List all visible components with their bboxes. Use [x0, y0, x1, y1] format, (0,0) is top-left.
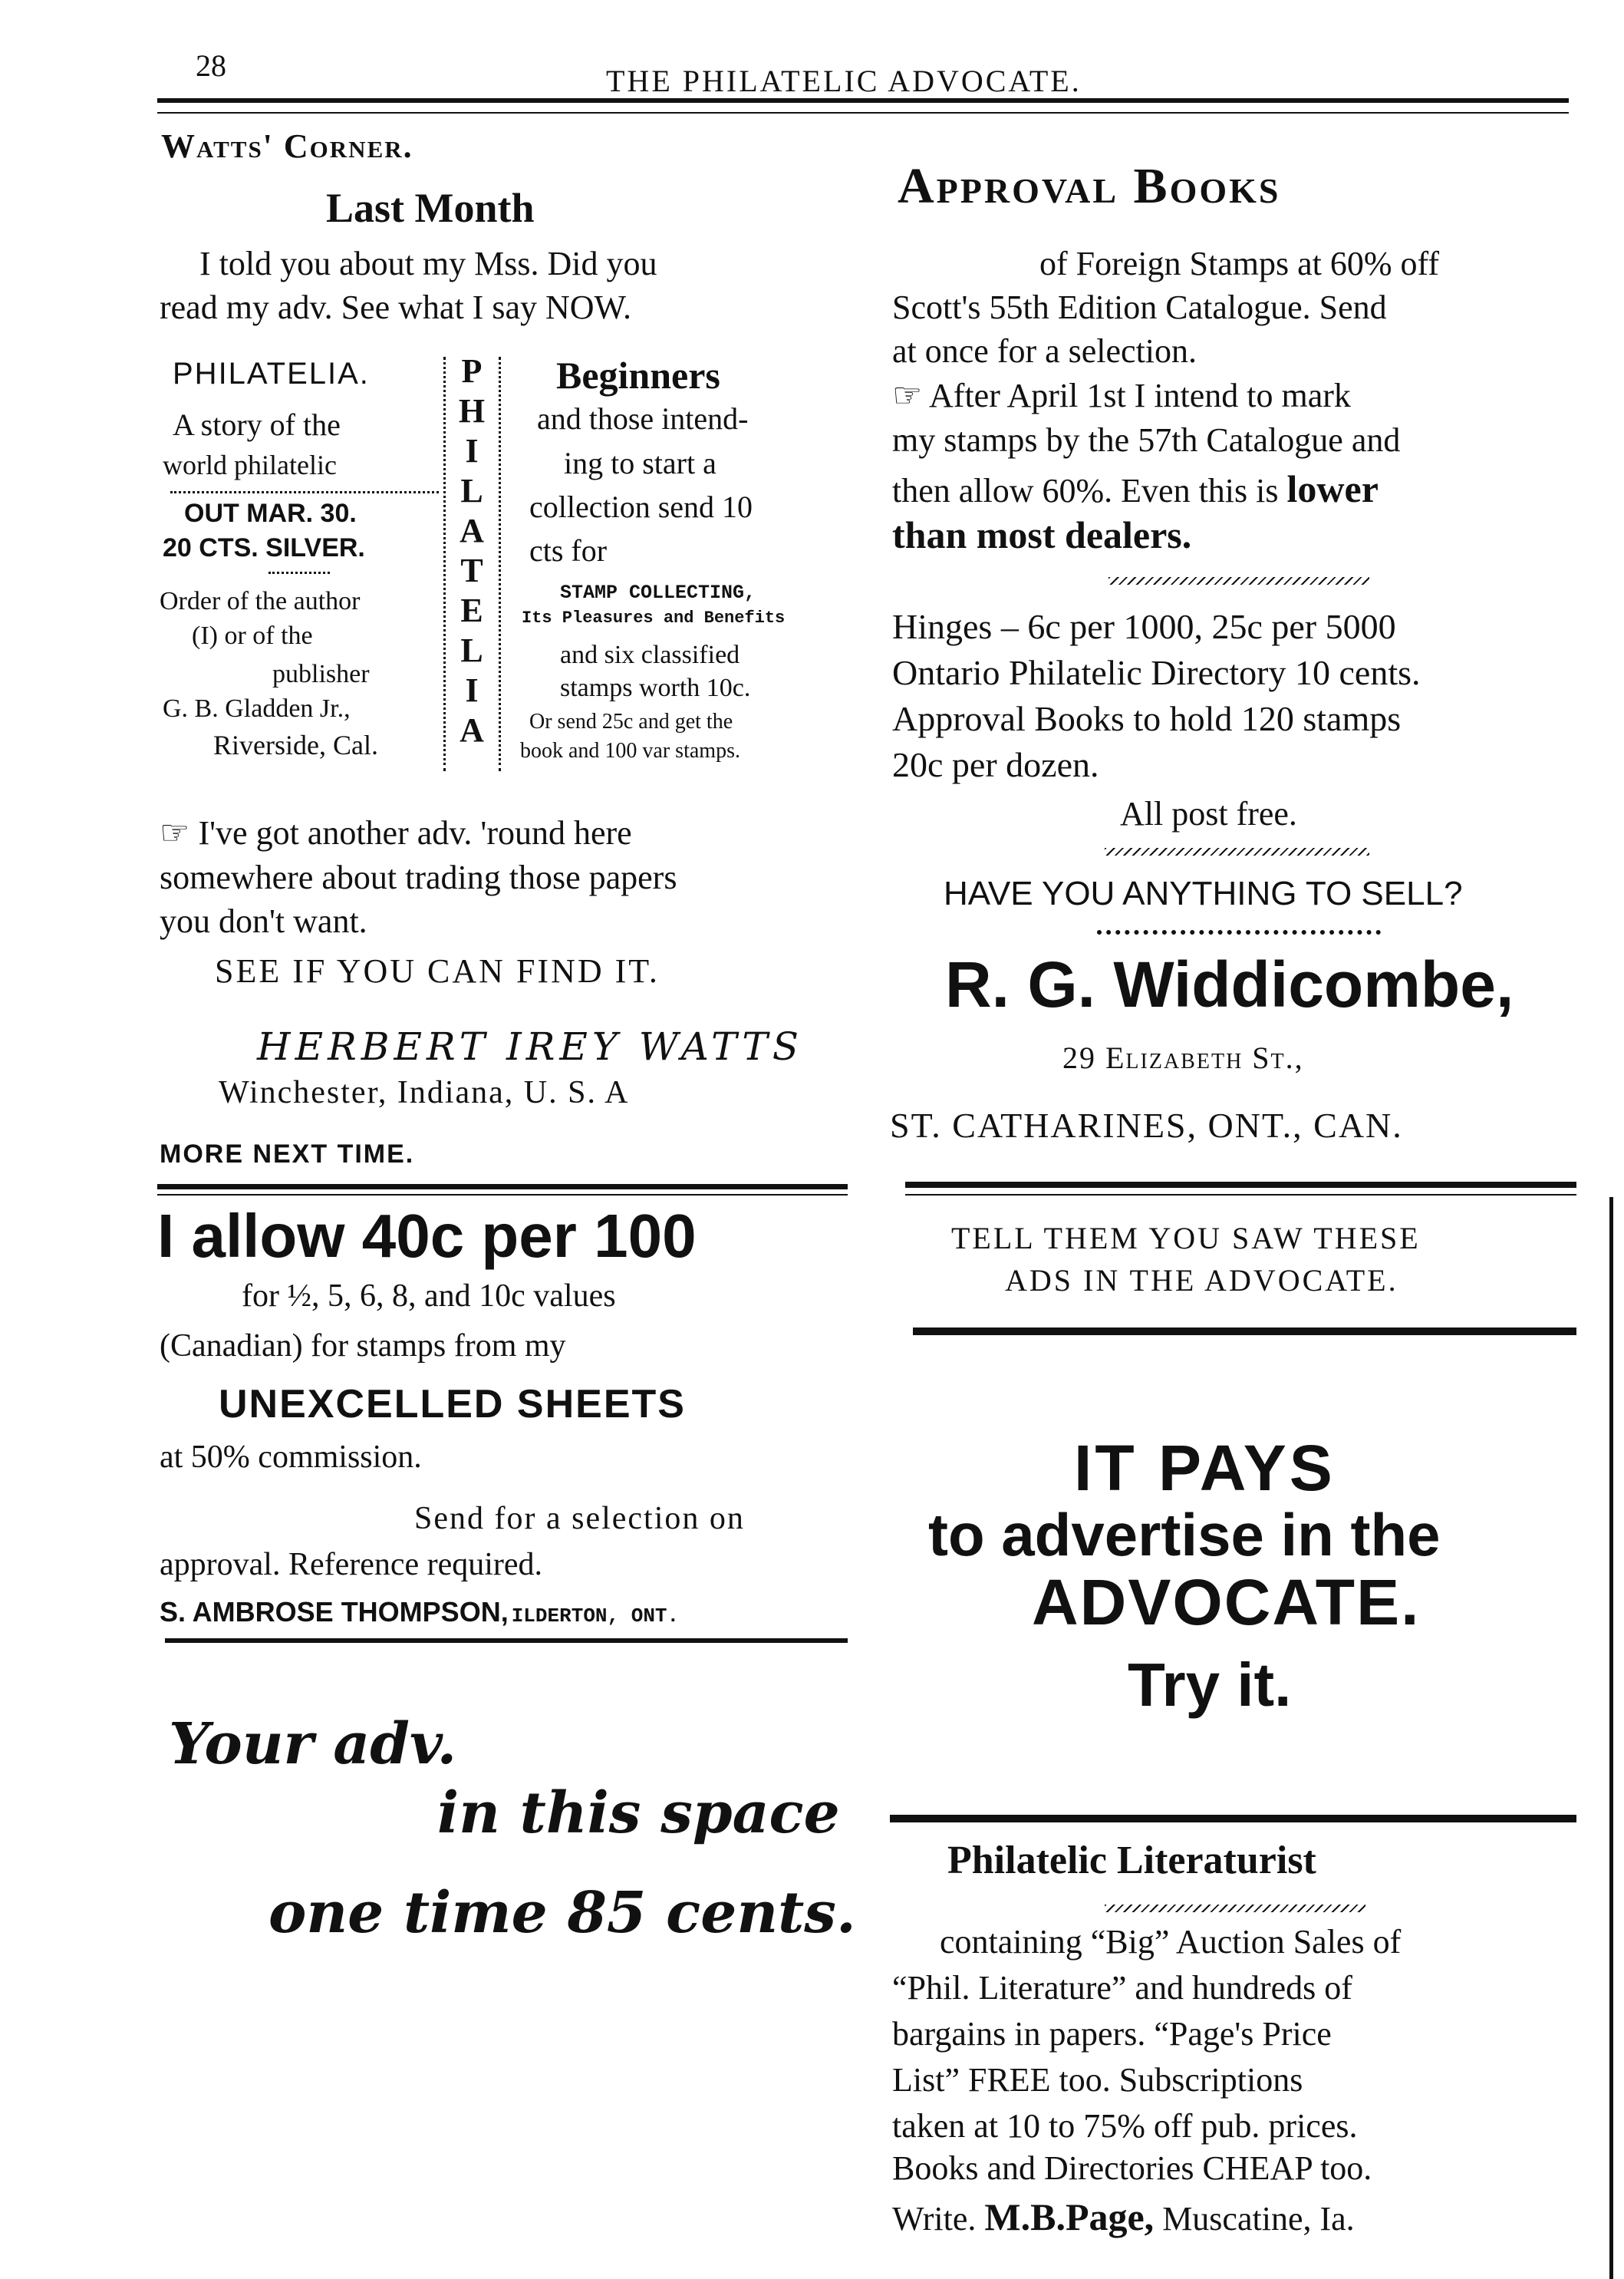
thompson-line-2: (Canadian) for stamps from my — [160, 1328, 566, 1364]
beginners-line-4: cts for — [529, 533, 608, 568]
literaturist-line-1: containing “Big” Auction Sales of — [940, 1923, 1402, 1961]
thompson-name: S. AMBROSE THOMPSON, — [160, 1596, 509, 1628]
tell-them-line-1: TELL THEM YOU SAW THESE — [951, 1221, 1421, 1255]
literaturist-line-3: bargains in papers. “Page's Price — [892, 2015, 1332, 2053]
approval-wavy-divider — [1108, 577, 1369, 585]
thompson-line-4: Send for a selection on — [414, 1501, 745, 1536]
advocate-word: ADVOCATE. — [1032, 1566, 1421, 1638]
vletter: T — [460, 552, 483, 589]
have-you-anything: HAVE YOU ANYTHING TO SELL? — [944, 875, 1463, 912]
approval-line-6-bold: lower — [1286, 467, 1379, 510]
philatelia-divider-1 — [170, 491, 439, 493]
beginners-line-5: STAMP COLLECTING, — [560, 582, 756, 604]
literaturist-top-rule — [890, 1815, 1576, 1822]
approval-line-6 — [892, 467, 1379, 511]
out-price: 20 CTS. SILVER. — [163, 533, 365, 562]
tell-them-rule — [913, 1327, 1576, 1335]
your-adv-line-3: one time 85 cents. — [268, 1880, 856, 1946]
trade-line-3: you don't want. — [160, 902, 367, 940]
post-free-wavy-divider — [1105, 848, 1369, 856]
trade-line-1 — [160, 813, 632, 853]
page-title: THE PHILATELIC ADVOCATE. — [606, 64, 1082, 98]
vertical-divider-right — [499, 357, 501, 771]
header-rule-thick — [157, 98, 1569, 103]
see-if-you-can: SEE IF YOU CAN FIND IT. — [215, 952, 660, 990]
page-number: 28 — [196, 48, 226, 83]
approval-books-title: Approval Books — [898, 158, 1281, 214]
hinges-line: Hinges – 6c per 1000, 25c per 5000 — [892, 607, 1396, 646]
unexcelled-sheets: UNEXCELLED SHEETS — [219, 1382, 686, 1426]
books-line-2: 20c per dozen. — [892, 745, 1099, 784]
philatelia-title: PHILATELIA. — [173, 357, 370, 391]
vletter: L — [460, 472, 483, 510]
vertical-philatelia — [453, 352, 491, 749]
try-it: Try it. — [1128, 1651, 1292, 1719]
beginners-line-1: and those intend- — [537, 401, 749, 436]
vletter: L — [460, 632, 483, 669]
trade-line-1-text: I've got another adv. 'round here — [198, 814, 632, 852]
order-line-2: (I) or of the — [192, 622, 313, 650]
right-separator-1 — [905, 1182, 1576, 1188]
out-date: OUT MAR. 30. — [184, 499, 357, 528]
more-next-time: MORE NEXT TIME. — [160, 1140, 415, 1169]
vletter: A — [460, 512, 484, 549]
order-line-4: G. B. Gladden Jr., — [163, 694, 351, 723]
to-advertise: to advertise in the — [928, 1501, 1441, 1568]
thompson-line-5: approval. Reference required. — [160, 1547, 543, 1582]
last-month-subhead: Last Month — [326, 185, 535, 231]
vletter: I — [465, 432, 479, 470]
literaturist-page-name: M.B.Page, — [984, 2195, 1155, 2238]
tell-them-line-2: ADS IN THE ADVOCATE. — [1005, 1263, 1398, 1298]
it-pays: IT PAYS — [1074, 1432, 1336, 1504]
post-free: All post free. — [1120, 795, 1297, 833]
thompson-line-3: at 50% commission. — [160, 1440, 422, 1475]
approval-line-6-text: then allow 60%. Even this is — [892, 472, 1279, 510]
thompson-headline: I allow 40c per 100 — [157, 1202, 697, 1270]
thompson-bottom-rule — [165, 1638, 848, 1643]
author-address: Winchester, Indiana, U. S. A — [219, 1075, 630, 1110]
approval-line-2: Scott's 55th Edition Catalogue. Send — [892, 289, 1387, 326]
beginners-line-6: Its Pleasures and Benefits — [522, 609, 786, 628]
widdicombe-city: ST. CATHARINES, ONT., CAN. — [890, 1106, 1403, 1145]
widdicombe-name: R. G. Widdicombe, — [945, 948, 1514, 1021]
order-line-3: publisher — [272, 660, 370, 688]
left-separator-2 — [157, 1194, 848, 1196]
literaturist-write: Write. — [892, 2200, 977, 2238]
right-separator-2 — [905, 1194, 1576, 1196]
philatelia-divider-2 — [268, 572, 330, 574]
approval-line-1: of Foreign Stamps at 60% off — [1039, 245, 1440, 282]
vletter: I — [465, 671, 479, 709]
approval-line-4-text: After April 1st I intend to mark — [929, 377, 1351, 414]
beginners-line-3: collection send 10 — [529, 490, 753, 524]
beginners-line-9: Or send 25c and get the — [529, 710, 733, 734]
pointing-hand-icon: ☞ — [892, 376, 923, 415]
intro-line-1: I told you about my Mss. Did you — [199, 245, 657, 282]
vletter: A — [460, 711, 484, 749]
thompson-signature — [160, 1596, 679, 1628]
beginners-line-8: stamps worth 10c. — [560, 674, 751, 702]
page-edge-line — [1609, 1197, 1613, 2279]
vletter: P — [461, 352, 483, 390]
vletter: H — [458, 392, 486, 430]
approval-line-3: at once for a selection. — [892, 332, 1197, 370]
beginners-title: Beginners — [556, 354, 720, 397]
philatelia-desc-2: world philatelic — [163, 450, 337, 480]
beginners-line-2: ing to start a — [564, 446, 716, 480]
watts-heading: Watts' Corner. — [161, 127, 413, 165]
beginners-line-7: and six classified — [560, 641, 740, 669]
order-line-5: Riverside, Cal. — [213, 730, 378, 760]
directory-line: Ontario Philatelic Directory 10 cents. — [892, 653, 1421, 692]
author-signature: HERBERT IREY WATTS — [257, 1024, 803, 1069]
approval-line-5: my stamps by the 57th Catalogue and — [892, 421, 1401, 459]
anything-dotted-divider — [1097, 930, 1381, 935]
trade-line-2: somewhere about trading those papers — [160, 859, 677, 896]
literaturist-line-7 — [892, 2195, 1355, 2239]
philatelia-desc-1: A story of the — [173, 407, 341, 442]
intro-line-2: read my adv. See what I say NOW. — [160, 289, 632, 326]
literaturist-line-5: taken at 10 to 75% off pub. prices. — [892, 2107, 1358, 2145]
thompson-line-1: for ½, 5, 6, 8, and 10c values — [242, 1278, 616, 1314]
order-line-1: Order of the author — [160, 587, 361, 615]
books-line-1: Approval Books to hold 120 stamps — [892, 699, 1402, 738]
your-adv-line-2: in this space — [437, 1780, 840, 1846]
vertical-divider-left — [443, 357, 446, 771]
literaturist-line-2: “Phil. Literature” and hundreds of — [892, 1969, 1352, 2007]
header-rule-thin — [157, 112, 1569, 114]
thompson-place: ILDERTON, ONT. — [511, 1605, 680, 1628]
literaturist-title: Philatelic Literaturist — [947, 1839, 1316, 1882]
literaturist-line-4: List” FREE too. Subscriptions — [892, 2061, 1303, 2099]
vletter: E — [460, 592, 483, 629]
literaturist-city: Muscatine, Ia. — [1162, 2200, 1355, 2238]
left-separator-1 — [157, 1184, 848, 1189]
approval-line-7: than most dealers. — [892, 513, 1192, 556]
beginners-line-10: book and 100 var stamps. — [520, 739, 740, 763]
pointing-hand-icon: ☞ — [160, 813, 190, 853]
your-adv-line-1: Your adv. — [169, 1711, 457, 1777]
approval-line-4 — [892, 376, 1351, 415]
literaturist-wavy-divider — [1105, 1905, 1365, 1912]
widdicombe-street: 29 Elizabeth St., — [1062, 1041, 1304, 1075]
literaturist-line-6: Books and Directories CHEAP too. — [892, 2149, 1372, 2187]
